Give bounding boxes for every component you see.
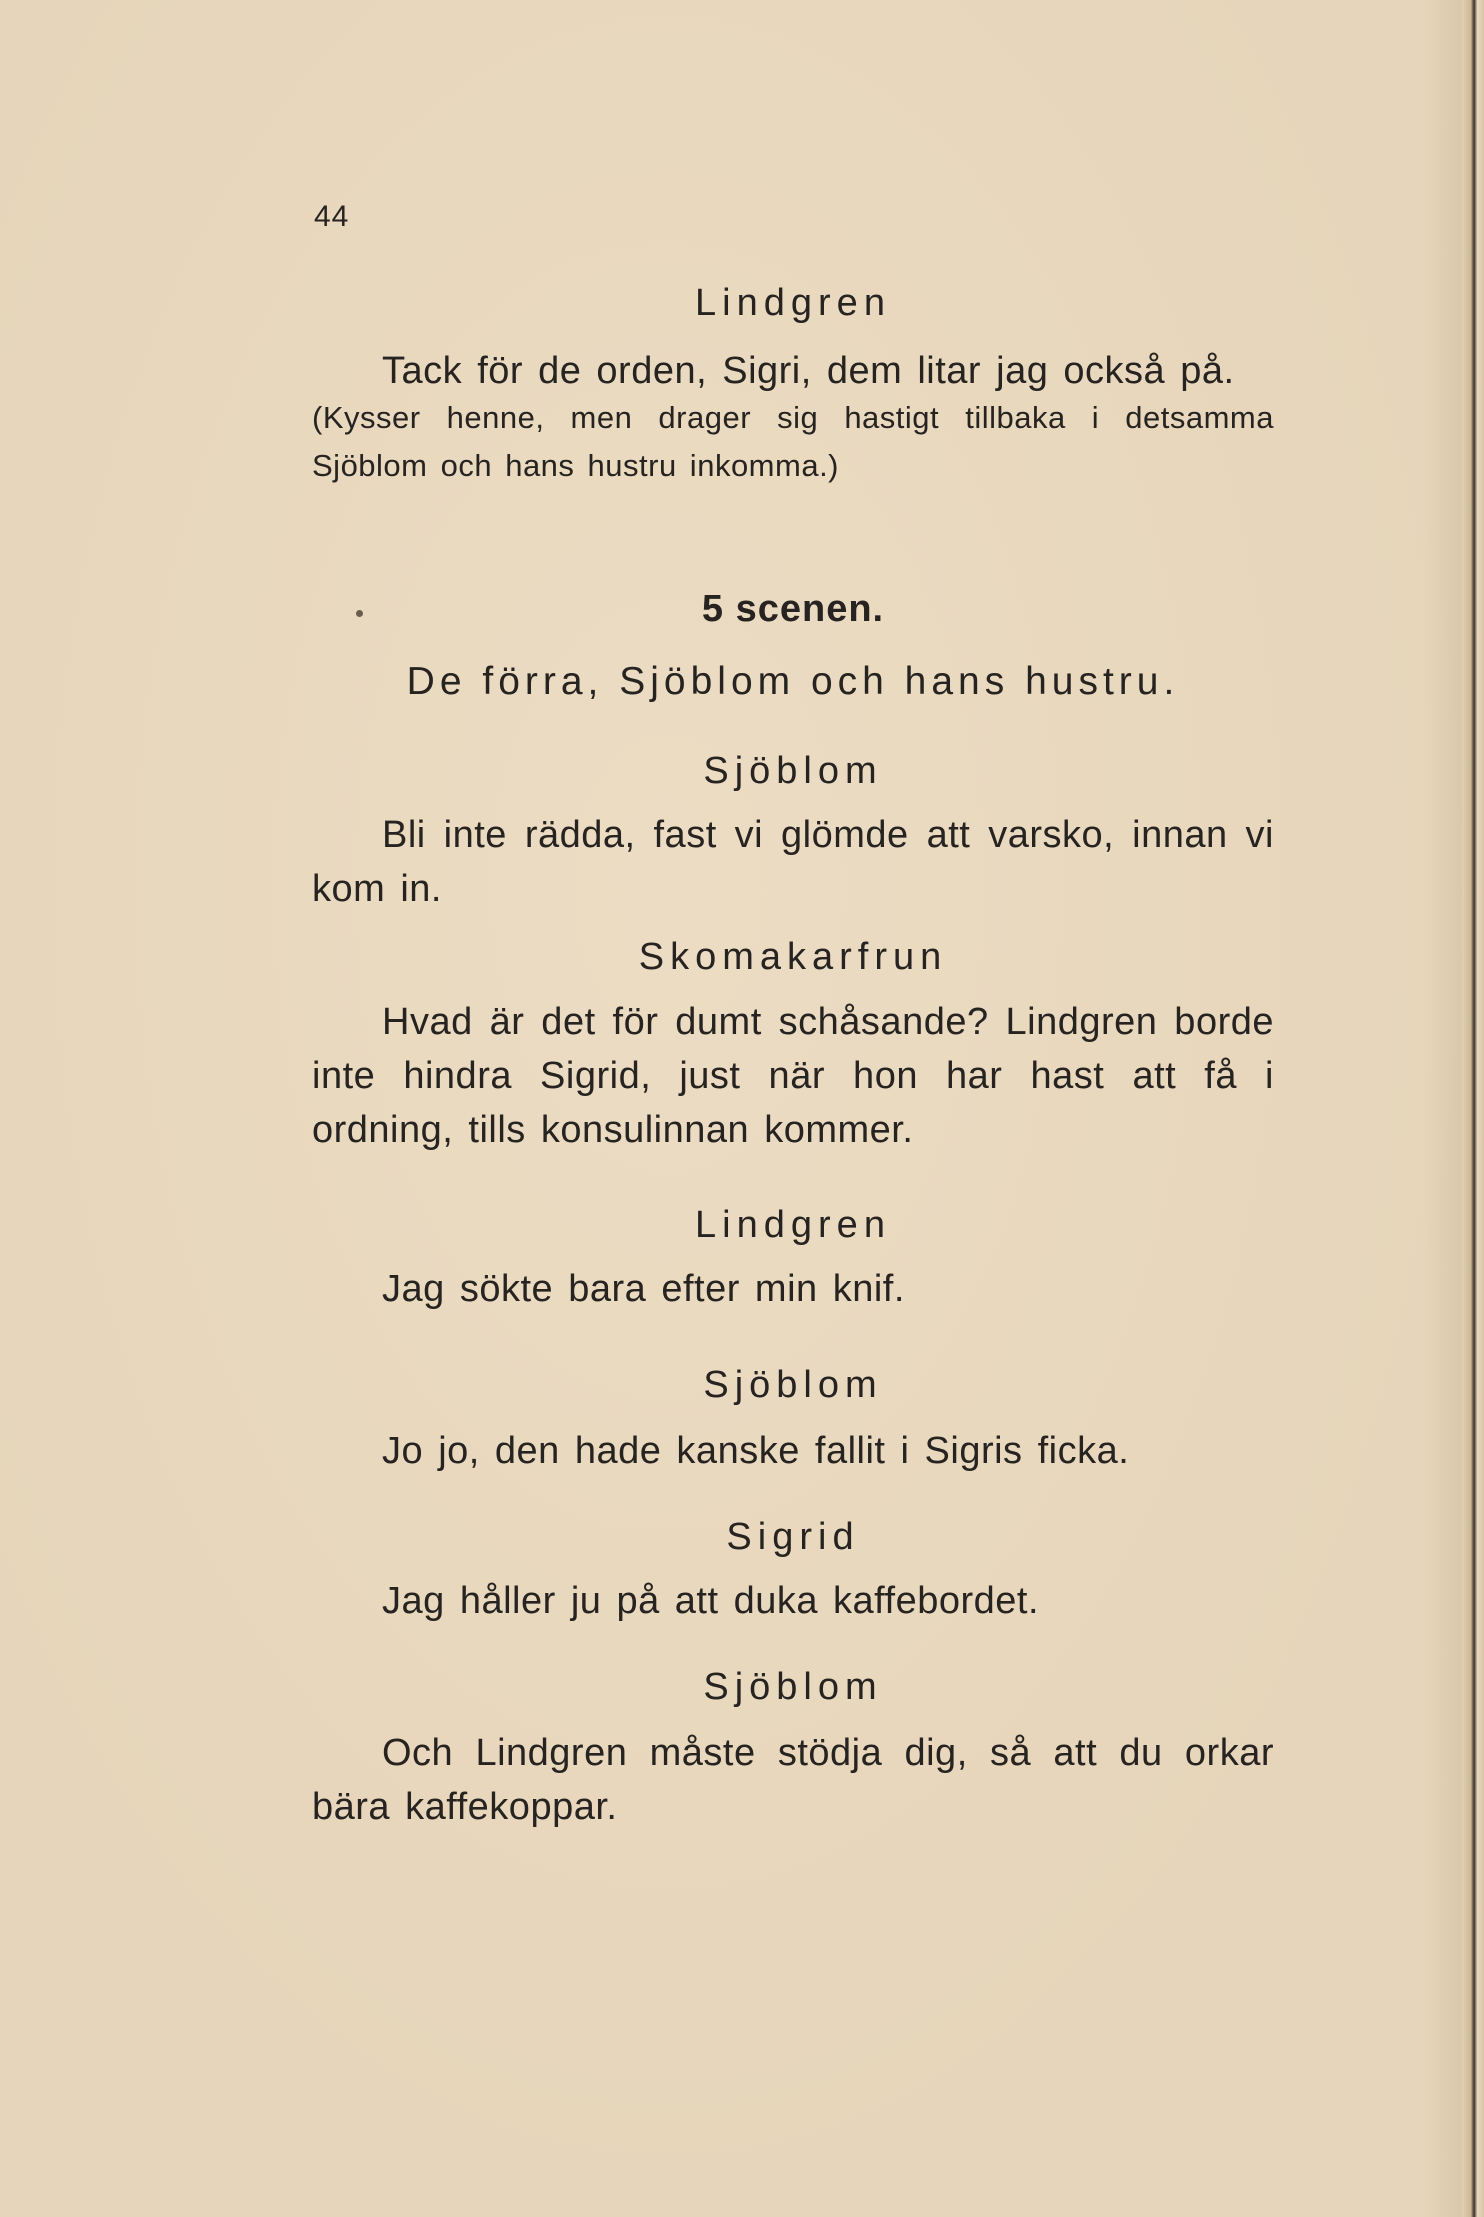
scene-cast: De förra, Sjöblom och hans hustru. xyxy=(406,660,1180,703)
speaker-name: Sjöblom xyxy=(703,750,883,792)
speaker-name: Lindgren xyxy=(695,1204,891,1246)
dialogue-line: Hvad är det för dumt schåsande? Lindgren borde inte hindra Sigrid, just när hon har hast att få i ordning, tills konsulinnan kommer. xyxy=(312,1001,1274,1151)
dialogue-with-direction xyxy=(312,344,1274,490)
dialogue-line: Jo jo, den hade kanske fallit i Sigris ficka. xyxy=(382,1430,1130,1472)
dialogue-line: Och Lindgren måste stödja dig, så att du orkar bära kaffekoppar. xyxy=(312,1732,1274,1828)
speaker-name: Sjöblom xyxy=(703,1666,883,1708)
page-number: 44 xyxy=(314,200,350,233)
book-spine-edge xyxy=(1462,0,1484,2217)
speaker-name: Sigrid xyxy=(726,1516,860,1558)
dialogue-line: Jag håller ju på att duka kaffebordet. xyxy=(382,1580,1040,1622)
stage-direction: (Kysser henne, men drager sig hastigt tillbaka i detsamma Sjöblom och hans hustru inkomma.) xyxy=(312,400,1274,483)
speaker-name: Skomakarfrun xyxy=(638,936,948,978)
speaker-name: Lindgren xyxy=(695,282,891,324)
dialogue-line: Tack för de orden, Sigri, dem litar jag också på. xyxy=(382,350,1235,392)
dialogue-line: Jag sökte bara efter min knif. xyxy=(382,1268,905,1310)
speaker-name: Sjöblom xyxy=(703,1364,883,1406)
dialogue-line: Bli inte rädda, fast vi glömde att varsko, innan vi kom in. xyxy=(312,814,1274,910)
scene-heading: 5 scenen. xyxy=(701,588,885,630)
